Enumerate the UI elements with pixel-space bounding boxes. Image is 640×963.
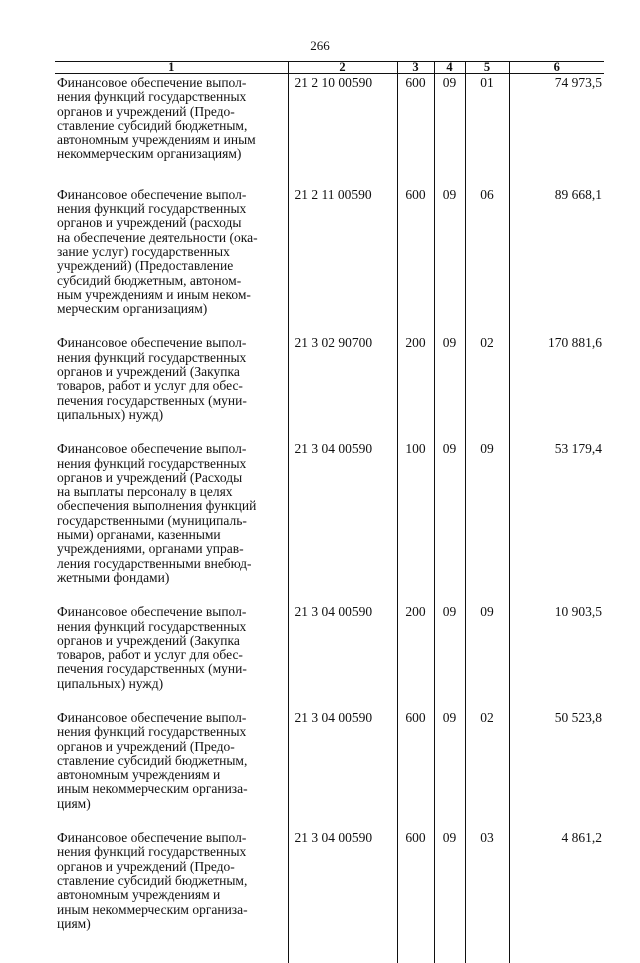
spacer-cell (465, 585, 509, 603)
row-amount: 170 881,6 (509, 334, 604, 422)
row-expense-type: 200 (397, 334, 434, 422)
spacer-cell (288, 585, 397, 603)
row-expense-type: 600 (397, 74, 434, 162)
column-header: 2 (288, 62, 397, 74)
spacer-cell (434, 422, 465, 440)
spacer-cell (465, 931, 509, 963)
row-subsection: 03 (465, 829, 509, 931)
row-subsection: 01 (465, 74, 509, 162)
row-code: 21 3 04 00590 (288, 440, 397, 585)
spacer-cell (509, 585, 604, 603)
row-description: Финансовое обеспечение выпол- нения функций государственных органов и учреждений (Предо- ставление субсидий бюджетным, автономным учреждениям и иным некоммерческим организа- циям) (55, 829, 288, 931)
spacer-cell (434, 931, 465, 963)
row-description: Финансовое обеспечение выпол- нения функций государственных органов и учреждений (Предо- ставление субсидий бюджетным, автономным учреждениям и иным некоммерческим организациям) (55, 74, 288, 162)
spacer-cell (288, 422, 397, 440)
spacer-cell (288, 316, 397, 334)
spacer-cell (397, 691, 434, 709)
spacer-cell (509, 931, 604, 963)
row-amount: 4 861,2 (509, 829, 604, 931)
budget-table (55, 61, 604, 963)
spacer-cell (397, 162, 434, 186)
table-row (55, 440, 604, 585)
row-section: 09 (434, 603, 465, 691)
column-header: 3 (397, 62, 434, 74)
spacer-cell (55, 316, 288, 334)
spacer-cell (465, 316, 509, 334)
spacer-cell (55, 585, 288, 603)
row-subsection: 09 (465, 440, 509, 585)
spacer-cell (397, 422, 434, 440)
row-spacer (55, 162, 604, 186)
spacer-cell (55, 422, 288, 440)
row-expense-type: 200 (397, 603, 434, 691)
row-subsection: 02 (465, 709, 509, 811)
row-description: Финансовое обеспечение выпол- нения функций государственных органов и учреждений (расходы на обеспечение деятельности (ока- зание услуг) государственных учреждений) (Предоставление субсидий бюджетным, автоном- ным учреждениям и иным неком- мерческим организациям) (55, 186, 288, 317)
row-spacer (55, 585, 604, 603)
table-row (55, 334, 604, 422)
spacer-cell (509, 162, 604, 186)
row-expense-type: 600 (397, 186, 434, 317)
spacer-cell (55, 811, 288, 829)
row-section: 09 (434, 334, 465, 422)
spacer-cell (434, 585, 465, 603)
row-description: Финансовое обеспечение выпол- нения функций государственных органов и учреждений (Закупка товаров, работ и услуг для обес- печения государственных (муни- ципальных) нужд) (55, 603, 288, 691)
table-row (55, 829, 604, 931)
row-amount: 10 903,5 (509, 603, 604, 691)
row-spacer (55, 691, 604, 709)
row-description: Финансовое обеспечение выпол- нения функций государственных органов и учреждений (Предо- ставление субсидий бюджетным, автономным учреждениям и иным некоммерческим организа- циям) (55, 709, 288, 811)
header-row (55, 62, 604, 74)
table-row (55, 603, 604, 691)
spacer-cell (288, 811, 397, 829)
page-number: 266 (0, 38, 640, 54)
row-spacer (55, 811, 604, 829)
row-amount: 74 973,5 (509, 74, 604, 162)
spacer-cell (465, 811, 509, 829)
spacer-cell (465, 162, 509, 186)
spacer-cell (434, 162, 465, 186)
spacer-cell (509, 316, 604, 334)
row-section: 09 (434, 440, 465, 585)
row-subsection: 09 (465, 603, 509, 691)
row-section: 09 (434, 709, 465, 811)
spacer-cell (465, 422, 509, 440)
row-code: 21 3 02 90700 (288, 334, 397, 422)
row-spacer (55, 931, 604, 963)
spacer-cell (465, 691, 509, 709)
table-body (55, 74, 604, 963)
spacer-cell (55, 931, 288, 963)
spacer-cell (288, 931, 397, 963)
spacer-cell (509, 811, 604, 829)
table-row (55, 709, 604, 811)
column-header: 4 (434, 62, 465, 74)
spacer-cell (509, 691, 604, 709)
row-expense-type: 600 (397, 709, 434, 811)
spacer-cell (55, 691, 288, 709)
column-header: 1 (55, 62, 288, 74)
row-section: 09 (434, 186, 465, 317)
row-amount: 50 523,8 (509, 709, 604, 811)
spacer-cell (55, 162, 288, 186)
table-row (55, 186, 604, 317)
row-expense-type: 100 (397, 440, 434, 585)
spacer-cell (434, 811, 465, 829)
row-code: 21 2 11 00590 (288, 186, 397, 317)
spacer-cell (434, 316, 465, 334)
spacer-cell (397, 316, 434, 334)
column-header: 5 (465, 62, 509, 74)
row-expense-type: 600 (397, 829, 434, 931)
spacer-cell (288, 691, 397, 709)
row-code: 21 3 04 00590 (288, 603, 397, 691)
row-spacer (55, 422, 604, 440)
spacer-cell (397, 585, 434, 603)
row-subsection: 06 (465, 186, 509, 317)
spacer-cell (397, 931, 434, 963)
row-subsection: 02 (465, 334, 509, 422)
table-row (55, 74, 604, 162)
row-section: 09 (434, 74, 465, 162)
row-code: 21 3 04 00590 (288, 709, 397, 811)
row-amount: 53 179,4 (509, 440, 604, 585)
spacer-cell (434, 691, 465, 709)
row-description: Финансовое обеспечение выпол- нения функций государственных органов и учреждений (Закупка товаров, работ и услуг для обес- печения государственных (муни- ципальных) нужд) (55, 334, 288, 422)
spacer-cell (397, 811, 434, 829)
row-code: 21 2 10 00590 (288, 74, 397, 162)
column-header: 6 (509, 62, 604, 74)
row-code: 21 3 04 00590 (288, 829, 397, 931)
row-amount: 89 668,1 (509, 186, 604, 317)
spacer-cell (509, 422, 604, 440)
row-section: 09 (434, 829, 465, 931)
spacer-cell (288, 162, 397, 186)
row-description: Финансовое обеспечение выпол- нения функций государственных органов и учреждений (Расходы на выплаты персоналу в целях обеспечения выполнения функций государственными (муниципаль- ными) органами, казенными учреждениями, органами управ- ления государственными внебюд- жетными фондами) (55, 440, 288, 585)
row-spacer (55, 316, 604, 334)
